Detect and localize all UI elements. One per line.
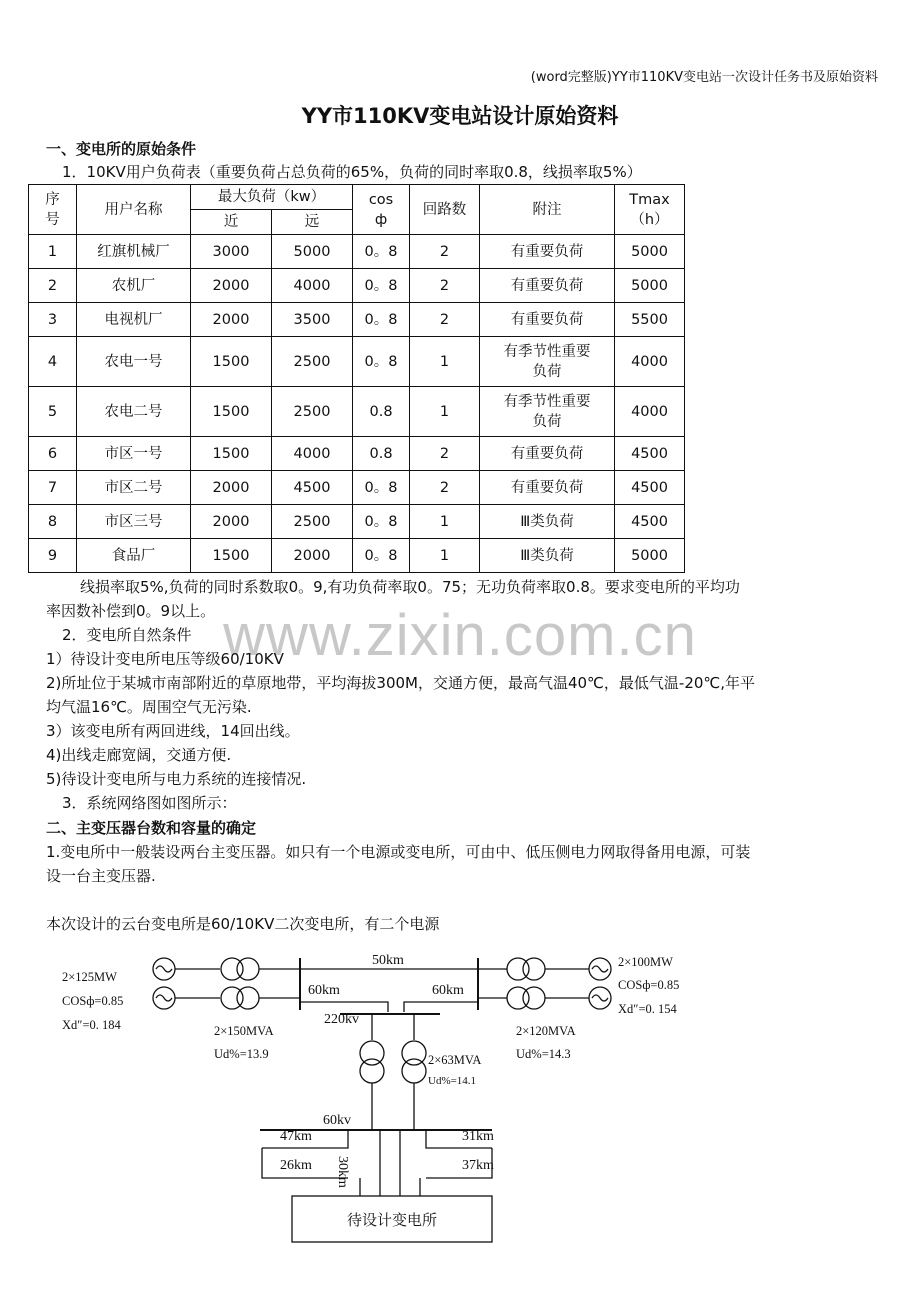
cell-no: 4	[29, 337, 77, 387]
cell-cos: 0。8	[353, 269, 410, 303]
right-gen-rating: 2×100MW	[618, 955, 673, 969]
item-1: 1）待设计变电所电压等级60/10KV	[46, 650, 284, 668]
watermark: www.zixin.com.cn	[223, 603, 697, 668]
right-transformer-2	[507, 987, 545, 1009]
left-gen-rating: 2×125MW	[62, 970, 117, 984]
table-caption: 1．10KV用户负荷表（重要负荷占总负荷的65%，负荷的同时率取0.8，线损率取5%）	[62, 163, 642, 181]
cell-far: 5000	[272, 235, 353, 269]
cell-name: 食品厂	[77, 539, 191, 573]
left-gen-cos: COSф=0.85	[62, 994, 124, 1008]
right-generator-2	[589, 987, 611, 1009]
section2-heading: 二、主变压器台数和容量的确定	[46, 819, 257, 837]
mid-tx-ud: Ud%=14.1	[428, 1075, 477, 1087]
col-header-max-load: 最大负荷（kw）	[191, 185, 353, 210]
label-37km: 37km	[462, 1158, 494, 1173]
cell-note: Ⅲ类负荷	[480, 505, 615, 539]
cell-note: 有重要负荷	[480, 303, 615, 337]
cell-far: 4500	[272, 471, 353, 505]
cell-cos: 0.8	[353, 437, 410, 471]
cell-near: 2000	[191, 303, 272, 337]
cell-no: 3	[29, 303, 77, 337]
label-60km-right: 60km	[432, 983, 464, 998]
left-transformer-2	[221, 987, 259, 1009]
cell-tmax: 5000	[615, 235, 685, 269]
station-label: 待设计变电所	[346, 1211, 437, 1229]
cell-cos: 0。8	[353, 471, 410, 505]
right-transformer-1	[507, 958, 545, 980]
cell-far: 4000	[272, 269, 353, 303]
cell-note: 有季节性重要 负荷	[480, 337, 615, 387]
label-220kv: 220kv	[324, 1012, 359, 1027]
section2-para-line1: 1.变电所中一般装设两台主变压器。如只有一个电源或变电所，可由中、低压侧电力网取得备用电源，可装	[46, 843, 751, 861]
item-2: 2)所址位于某城市南部附近的草原地带，平均海拔300M，交通方便，最高气温40℃，最低气温-20℃,年平	[46, 674, 756, 692]
document-title: YY市110KV变电站设计原始资料	[301, 104, 619, 128]
cell-no: 1	[29, 235, 77, 269]
para-line1: 线损率取5%,负荷的同时系数取0。9,有功负荷率取0。75；无功负荷率取0.8。要求变电所的平均功	[80, 578, 740, 596]
col-header-note: 附注	[480, 185, 615, 235]
cell-note: Ⅲ类负荷	[480, 539, 615, 573]
cell-near: 1500	[191, 437, 272, 471]
cell-circuits: 2	[410, 471, 480, 505]
cell-near: 1500	[191, 387, 272, 437]
label-60km-left: 60km	[308, 983, 340, 998]
left-tx-ud: Ud%=13.9	[214, 1047, 269, 1061]
cell-cos: 0。8	[353, 235, 410, 269]
left-generator-1	[153, 958, 175, 980]
cell-note: 有重要负荷	[480, 235, 615, 269]
cell-near: 2000	[191, 505, 272, 539]
label-26km: 26km	[280, 1158, 312, 1173]
cell-tmax: 5500	[615, 303, 685, 337]
section1-heading: 一、变电所的原始条件	[46, 140, 197, 158]
col-header-tmax: Tmax （h）	[615, 185, 685, 235]
cell-tmax: 4500	[615, 437, 685, 471]
cell-near: 2000	[191, 269, 272, 303]
item-network: 3．系统网络图如图所示：	[62, 794, 237, 812]
cell-name: 市区三号	[77, 505, 191, 539]
item-2-cont: 均气温16℃。周围空气无污染.	[46, 698, 252, 716]
label-50km: 50km	[372, 953, 404, 968]
left-tx-rating: 2×150MVA	[214, 1024, 274, 1038]
cell-no: 8	[29, 505, 77, 539]
cell-far: 4000	[272, 437, 353, 471]
item-5: 5)待设计变电所与电力系统的连接情况.	[46, 770, 307, 788]
cell-tmax: 4500	[615, 505, 685, 539]
cell-name: 电视机厂	[77, 303, 191, 337]
cell-note: 有重要负荷	[480, 471, 615, 505]
col-header-name: 用户名称	[77, 185, 191, 235]
cell-no: 2	[29, 269, 77, 303]
right-gen-xd: Xd″=0. 154	[618, 1002, 677, 1016]
cell-circuits: 2	[410, 235, 480, 269]
label-30km: 30km	[335, 1156, 350, 1188]
cell-no: 6	[29, 437, 77, 471]
left-gen-xd: Xd″=0. 184	[62, 1018, 121, 1032]
cell-name: 农电一号	[77, 337, 191, 387]
col-header-circuits: 回路数	[410, 185, 480, 235]
cell-tmax: 4500	[615, 471, 685, 505]
cell-tmax: 4000	[615, 387, 685, 437]
right-tx-rating: 2×120MVA	[516, 1024, 576, 1038]
cell-cos: 0。8	[353, 505, 410, 539]
cell-cos: 0。8	[353, 337, 410, 387]
section2-intro: 本次设计的云台变电所是60/10KV二次变电所，有二个电源	[46, 915, 440, 933]
cell-name: 农电二号	[77, 387, 191, 437]
cell-circuits: 1	[410, 337, 480, 387]
natural-heading: 2．变电所自然条件	[62, 626, 192, 644]
cell-note: 有季节性重要 负荷	[480, 387, 615, 437]
left-transformer-1	[221, 958, 259, 980]
cell-name: 农机厂	[77, 269, 191, 303]
cell-name: 红旗机械厂	[77, 235, 191, 269]
col-header-far: 远	[272, 210, 353, 235]
label-31km: 31km	[462, 1129, 494, 1144]
cell-tmax: 5000	[615, 539, 685, 573]
col-header-no: 序 号	[29, 185, 77, 235]
item-4: 4)出线走廊宽阔，交通方便.	[46, 746, 232, 764]
cell-far: 2000	[272, 539, 353, 573]
cell-near: 2000	[191, 471, 272, 505]
label-47km: 47km	[280, 1129, 312, 1144]
cell-circuits: 1	[410, 505, 480, 539]
right-gen-cos: COSф=0.85	[618, 978, 680, 992]
cell-cos: 0.8	[353, 387, 410, 437]
col-header-near: 近	[191, 210, 272, 235]
cell-far: 2500	[272, 505, 353, 539]
cell-tmax: 4000	[615, 337, 685, 387]
cell-tmax: 5000	[615, 269, 685, 303]
para-line2: 率因数补偿到0。9以上。	[46, 602, 216, 620]
cell-cos: 0。8	[353, 303, 410, 337]
left-generator-2	[153, 987, 175, 1009]
cell-near: 3000	[191, 235, 272, 269]
cell-circuits: 1	[410, 387, 480, 437]
cell-cos: 0。8	[353, 539, 410, 573]
mid-transformer-2	[402, 1041, 426, 1083]
right-tx-ud: Ud%=14.3	[516, 1047, 571, 1061]
cell-circuits: 2	[410, 437, 480, 471]
cell-circuits: 2	[410, 269, 480, 303]
cell-far: 2500	[272, 387, 353, 437]
cell-far: 3500	[272, 303, 353, 337]
cell-no: 5	[29, 387, 77, 437]
cell-no: 7	[29, 471, 77, 505]
cell-circuits: 2	[410, 303, 480, 337]
col-header-cos: cos ф	[353, 185, 410, 235]
section2-para-line2: 设一台主变压器.	[46, 867, 156, 885]
cell-circuits: 1	[410, 539, 480, 573]
item-3: 3）该变电所有两回进线，14回出线。	[46, 722, 300, 740]
mid-tx-rating: 2×63MVA	[428, 1053, 482, 1067]
cell-note: 有重要负荷	[480, 269, 615, 303]
cell-no: 9	[29, 539, 77, 573]
cell-near: 1500	[191, 337, 272, 387]
right-generator-1	[589, 958, 611, 980]
cell-far: 2500	[272, 337, 353, 387]
cell-near: 1500	[191, 539, 272, 573]
cell-name: 市区一号	[77, 437, 191, 471]
cell-note: 有重要负荷	[480, 437, 615, 471]
label-60kv: 60kv	[323, 1113, 351, 1128]
page-header: (word完整版)YY市110KV变电站一次设计任务书及原始资料	[530, 70, 878, 85]
cell-name: 市区二号	[77, 471, 191, 505]
mid-transformer-1	[360, 1041, 384, 1083]
